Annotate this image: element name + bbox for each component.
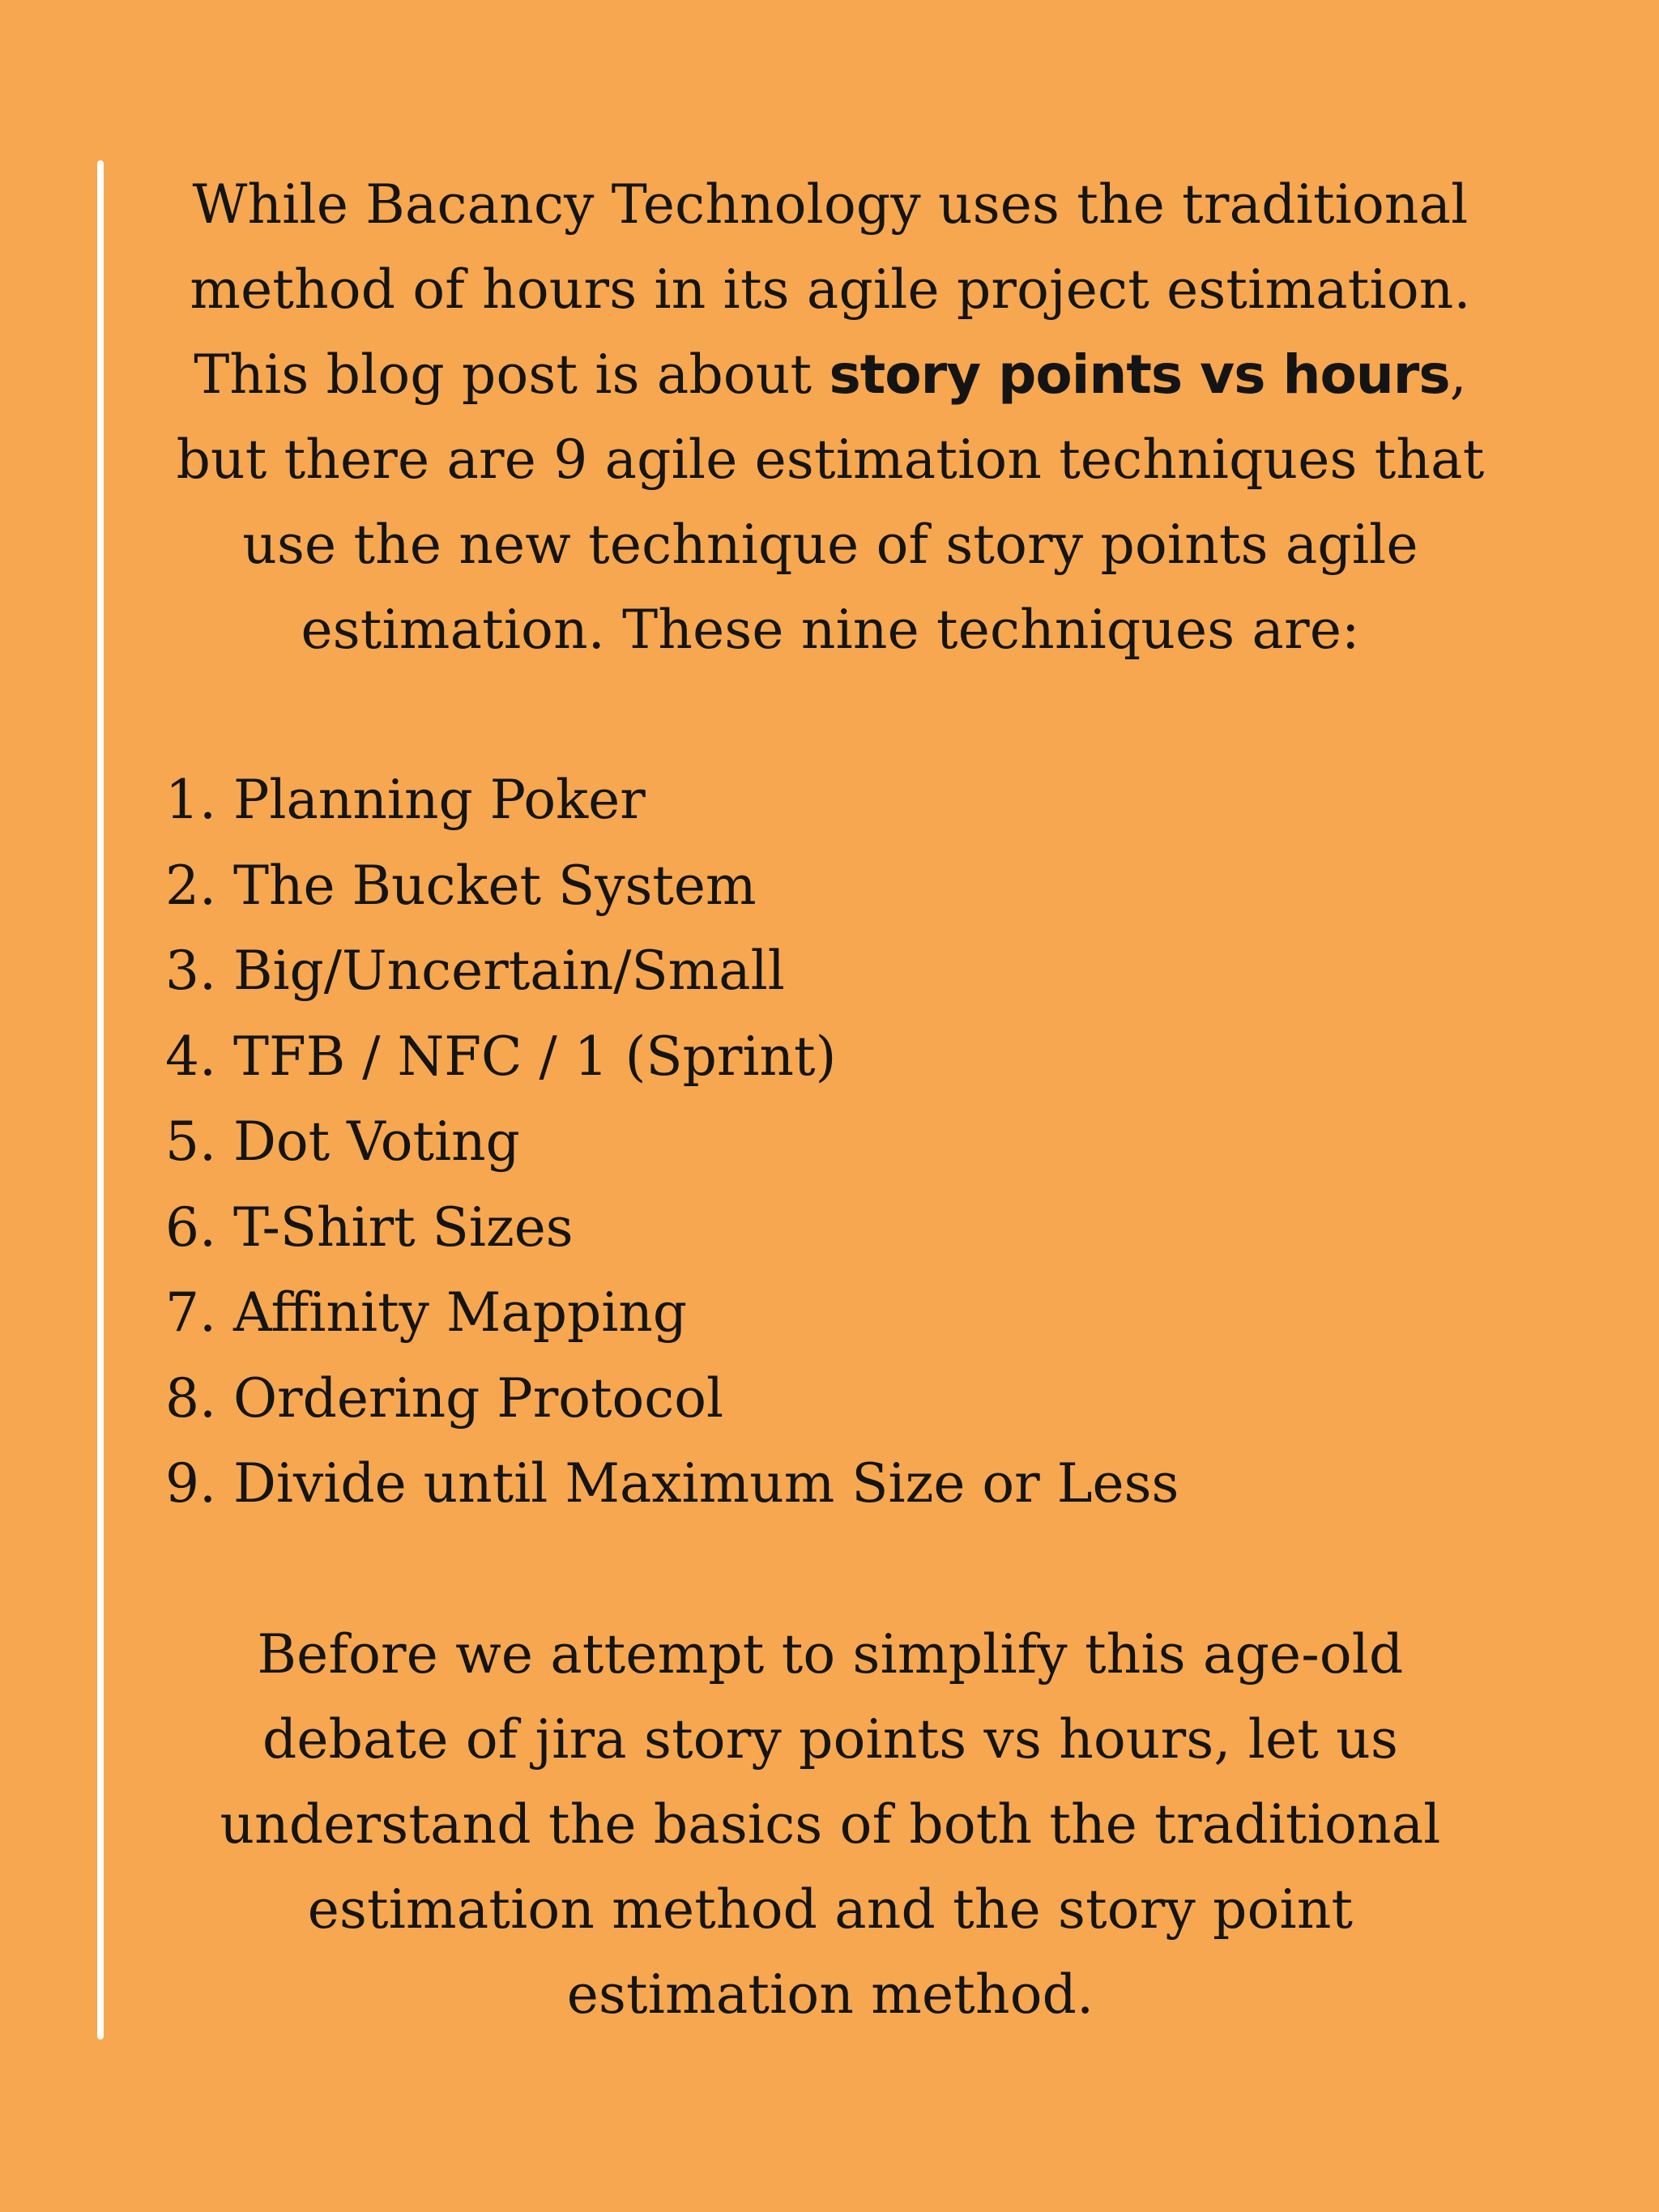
technique-item: 6. T-Shirt Sizes bbox=[165, 1196, 574, 1259]
technique-item: 1. Planning Poker bbox=[165, 769, 646, 831]
intro-line-2: method of hours in its agile project estimation. bbox=[190, 258, 1471, 321]
technique-item: 3. Big/Uncertain/Small bbox=[165, 940, 785, 1002]
intro-line-3-start: This blog post is about bbox=[194, 343, 830, 406]
outro-line-3: understand the basics of both the traditional bbox=[220, 1792, 1441, 1856]
vertical-accent-bar bbox=[97, 160, 104, 2039]
technique-item: 7. Affinity Mapping bbox=[165, 1281, 688, 1344]
story-points-vs-hours-highlight: story points vs hours bbox=[829, 343, 1450, 406]
technique-item: 4. TFB / NFC / 1 (Sprint) bbox=[165, 1025, 837, 1088]
outro-line-4: estimation method and the story point bbox=[307, 1877, 1354, 1941]
technique-item: 9. Divide until Maximum Size or Less bbox=[165, 1452, 1179, 1515]
outro-paragraph bbox=[154, 1612, 1507, 2037]
content-block bbox=[154, 162, 1507, 2037]
technique-item: 8. Ordering Protocol bbox=[165, 1366, 724, 1430]
intro-line-6: estimation. These nine techniques are: bbox=[301, 599, 1360, 661]
intro-line-5: use the new technique of story points agile bbox=[242, 514, 1418, 576]
intro-paragraph bbox=[154, 162, 1507, 672]
intro-line-3-end: , bbox=[1449, 343, 1467, 406]
outro-line-2: debate of jira story points vs hours, let us bbox=[262, 1707, 1399, 1771]
techniques-list bbox=[154, 757, 1507, 1527]
technique-item: 5. Dot Voting bbox=[165, 1110, 520, 1173]
outro-line-1: Before we attempt to simplify this age-old bbox=[257, 1622, 1404, 1686]
intro-line-4: but there are 9 agile estimation techniques that bbox=[176, 428, 1485, 491]
intro-line-1: While Bacancy Technology uses the traditional bbox=[192, 173, 1469, 236]
outro-line-5: estimation method. bbox=[566, 1963, 1094, 2026]
intro-line-3 bbox=[154, 332, 1507, 417]
technique-item: 2. The Bucket System bbox=[165, 854, 757, 917]
